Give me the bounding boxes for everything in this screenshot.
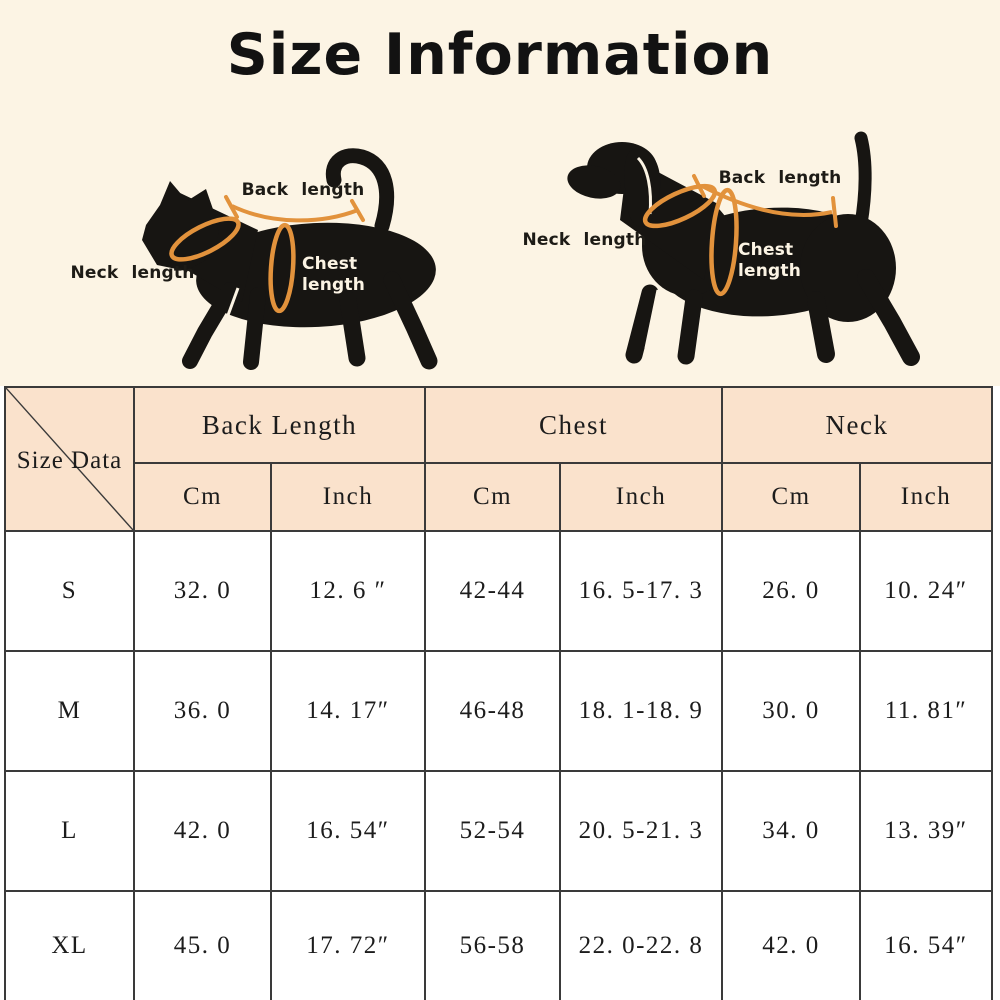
size-row-m: [5, 651, 992, 771]
unit-header-chest-cm: Cm: [425, 463, 560, 531]
size-table: [4, 386, 993, 1000]
value-cell: 16. 5-17. 3: [560, 531, 722, 651]
dog-back-length-label: Back length: [718, 168, 842, 188]
value-cell: 17. 72″: [271, 891, 425, 1000]
size-label: M: [5, 651, 134, 771]
cat-back-length-line: [232, 206, 358, 220]
value-cell: 42. 0: [134, 771, 271, 891]
corner-label: Size Data: [16, 446, 123, 474]
unit-header-neck-inch: Inch: [860, 463, 992, 531]
table-group-header-row: [5, 387, 992, 463]
group-header-back-length: Back Length: [134, 387, 425, 463]
value-cell: 42. 0: [722, 891, 860, 1000]
value-cell: 52-54: [425, 771, 560, 891]
value-cell: 14. 17″: [271, 651, 425, 771]
value-cell: 18. 1-18. 9: [560, 651, 722, 771]
dog-front-leg-2: [686, 298, 694, 356]
dog-hind-leg-1: [816, 300, 826, 354]
size-row-s: [5, 531, 992, 651]
value-cell: 36. 0: [134, 651, 271, 771]
cat-silhouette-svg: [60, 140, 480, 375]
value-cell: 20. 5-21. 3: [560, 771, 722, 891]
value-cell: 30. 0: [722, 651, 860, 771]
value-cell: 45. 0: [134, 891, 271, 1000]
value-cell: 56-58: [425, 891, 560, 1000]
size-row-xl: [5, 891, 992, 1000]
page-title: Size Information: [226, 22, 774, 88]
cat-back-length-label: Back length: [241, 180, 365, 200]
value-cell: 46-48: [425, 651, 560, 771]
cat-neck-length-label: Neck length: [70, 263, 195, 283]
dog-tail: [861, 138, 865, 224]
size-label: S: [5, 531, 134, 651]
hero-section: [0, 0, 1000, 386]
cat-hind-leg: [348, 300, 357, 358]
value-cell: 16. 54″: [271, 771, 425, 891]
corner-cell: [5, 387, 134, 531]
value-cell: 13. 39″: [860, 771, 992, 891]
group-header-chest: Chest: [425, 387, 722, 463]
table-units-header-row: [5, 463, 992, 531]
value-cell: 42-44: [425, 531, 560, 651]
unit-header-back-inch: Inch: [271, 463, 425, 531]
dog-illustration: [520, 128, 960, 376]
value-cell: 10. 24″: [860, 531, 992, 651]
unit-header-back-cm: Cm: [134, 463, 271, 531]
value-cell: 34. 0: [722, 771, 860, 891]
cat-front-leg: [251, 295, 258, 362]
unit-header-neck-cm: Cm: [722, 463, 860, 531]
value-cell: 22. 0-22. 8: [560, 891, 722, 1000]
group-header-neck: Neck: [722, 387, 992, 463]
value-cell: 26. 0: [722, 531, 860, 651]
value-cell: 32. 0: [134, 531, 271, 651]
value-cell: 16. 54″: [860, 891, 992, 1000]
size-label: XL: [5, 891, 134, 1000]
size-label: L: [5, 771, 134, 891]
size-row-l: [5, 771, 992, 891]
value-cell: 12. 6 ″: [271, 531, 425, 651]
unit-header-chest-inch: Inch: [560, 463, 722, 531]
dog-neck-length-label: Neck length: [522, 230, 647, 250]
dog-chest-length-label: Chest length: [738, 240, 802, 282]
value-cell: 11. 81″: [860, 651, 992, 771]
cat-chest-length-label: Chest length: [302, 254, 366, 296]
cat-illustration: [60, 140, 480, 375]
